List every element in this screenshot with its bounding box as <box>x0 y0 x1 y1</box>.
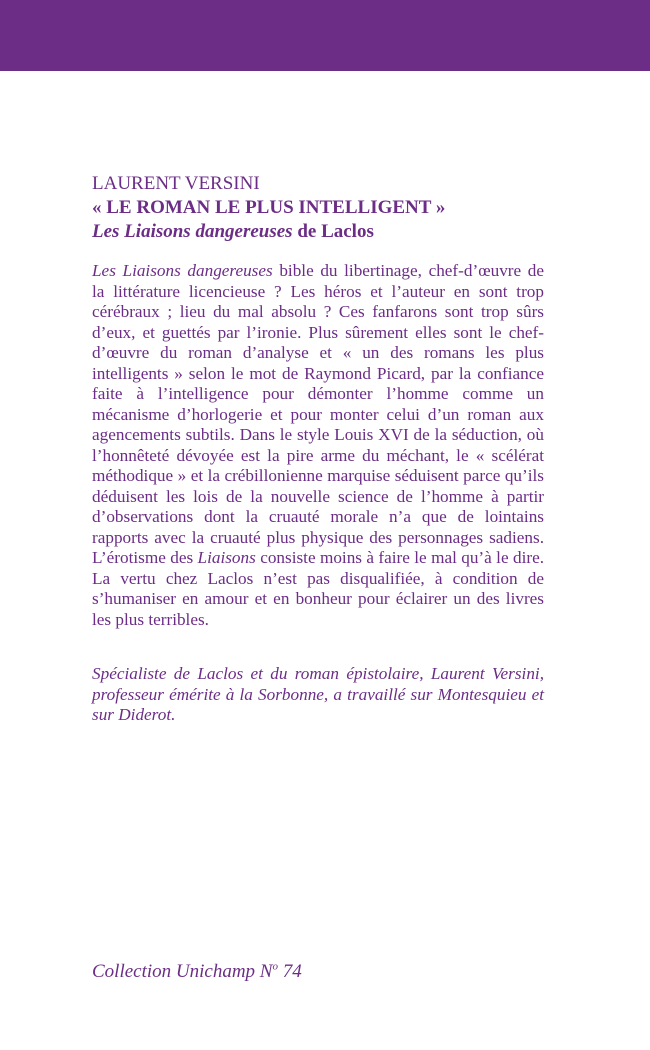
subtitle-rest: de Laclos <box>292 221 374 242</box>
book-subtitle <box>92 220 552 244</box>
blurb-paragraph <box>92 261 544 630</box>
top-color-band <box>0 0 650 71</box>
collection-number-superscript: o <box>272 960 278 973</box>
author-name: LAURENT VERSINI <box>92 173 260 194</box>
blurb-lead-italic: Les Liaisons dangereuses <box>92 261 273 280</box>
author-bio <box>92 664 544 726</box>
back-cover-blurb <box>92 261 544 630</box>
blurb-text-part2: consiste moins à faire le mal qu’à le dire. La vertu chez Laclos n’est pas disqualifiée, à condition de s’humaniser en amour et en bonheur pour éclairer un des livres les plus terribles. <box>92 548 544 629</box>
collection-label <box>92 960 302 984</box>
collection-number: 74 <box>277 961 302 982</box>
book-header <box>92 172 552 244</box>
subtitle-work-title: Les Liaisons dangereuses <box>92 221 293 242</box>
blurb-mid-italic: Liaisons <box>197 548 256 567</box>
book-title: « LE ROMAN LE PLUS INTELLIGENT » <box>92 197 446 218</box>
collection-name: Collection Unichamp N <box>92 961 273 982</box>
blurb-text-part1: bible du libertinage, chef-d’œuvre de la littérature licencieuse ? Les héros et l’auteur en sont trop cérébraux ; lieu du mal absolu ? Ces fanfarons sont trop sûrs d’eux, et guettés par l’ironie. Plus sûrement elles sont le chef-d’œuvre du roman d’analyse et « un des romans les plus intelligents » selon le mot de Raymond Picard, par la confiance faite à l’intelligence pour démonter l’homme comme un mécanisme d’horlogerie et pour monter celui d’un roman aux agencements subtils. Dans le style Louis XVI de la séduction, où l’honnêteté dévoyée est la pire arme du méchant, le « scélérat méthodique » et la crébillonienne marquise séduisent parce qu’ils déduisent les lois de la nouvelle science de l’homme à partir d’observations dont la cruauté morale n’a que de lointains rapports avec la cruauté plus physique des personnages sadiens. L’érotisme des <box>92 261 544 567</box>
author-bio-text: Spécialiste de Laclos et du roman épistolaire, Laurent Versini, professeur émérite à la Sorbonne, a travaillé sur Montesquieu et sur Diderot. <box>92 664 544 724</box>
